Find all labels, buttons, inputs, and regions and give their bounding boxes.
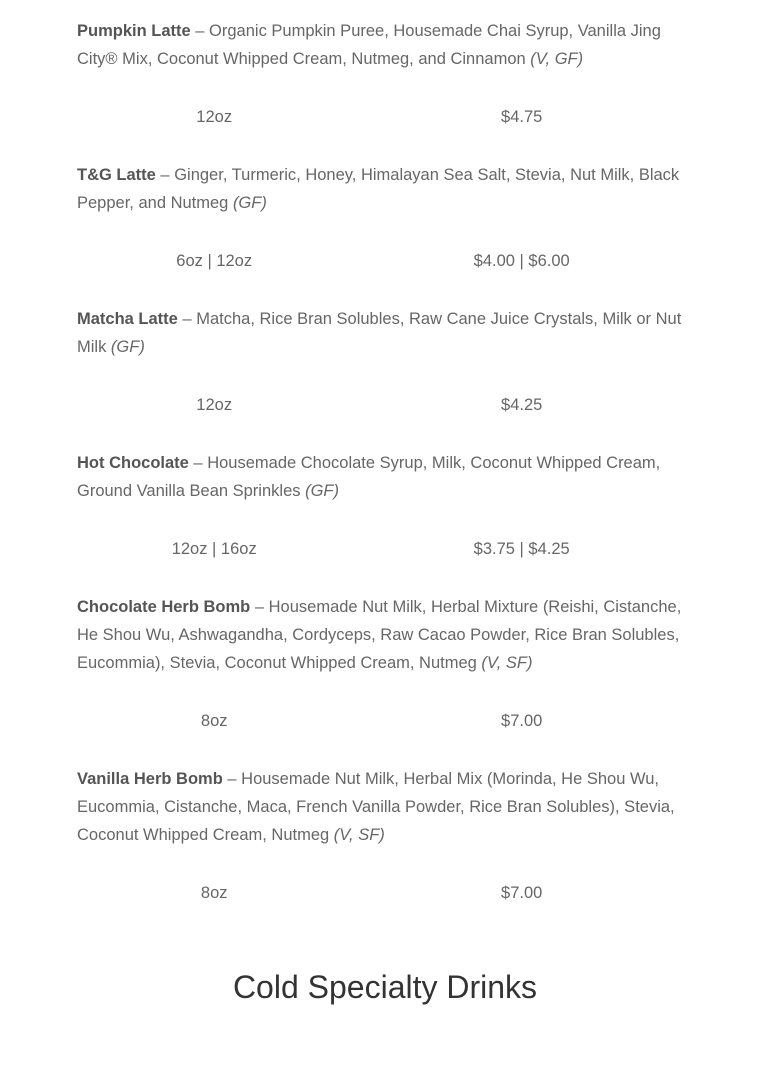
item-price: $4.75: [501, 108, 543, 126]
item-separator: –: [222, 770, 242, 788]
item-diet-tags: (V, SF): [333, 826, 385, 844]
item-diet-tags: (V, SF): [481, 654, 533, 672]
item-price: $7.00: [501, 884, 543, 902]
item-diet-tags: (GF): [232, 194, 267, 212]
item-ingredients: Housemade Nut Milk, Herbal Mix (Morinda, He Shou Wu, Eucommia, Cistanche, Maca, French Vanilla Powder, Rice Bran Solubles), Stevia, Coconut Whipped Cream, Nutmeg: [77, 770, 675, 844]
hot-drinks-menu: [77, 17, 692, 937]
item-ingredients: Housemade Nut Milk, Herbal Mixture (Reishi, Cistanche, He Shou Wu, Ashwagandha, Cordyceps, Raw Cacao Powder, Rice Bran Solubles, Eucommia), Stevia, Coconut Whipped Cream, Nutmeg: [77, 598, 682, 672]
item-ingredients: Ginger, Turmeric, Honey, Himalayan Sea Salt, Stevia, Nut Milk, Black Pepper, and Nutmeg: [77, 166, 680, 212]
item-separator: –: [177, 310, 197, 328]
menu-item-matcha-latte: [77, 305, 692, 419]
item-size-price-row: [77, 535, 692, 563]
menu-item-tg-latte: [77, 161, 692, 275]
item-size-price-row: [77, 247, 692, 275]
item-size: 12oz: [196, 108, 233, 126]
item-separator: –: [155, 166, 175, 184]
item-name: Pumpkin Latte: [77, 22, 191, 40]
menu-item-vanilla-herb-bomb: [77, 765, 692, 907]
item-price: $4.00 | $6.00: [473, 252, 570, 270]
item-size: 6oz | 12oz: [176, 252, 253, 270]
item-size: 12oz | 16oz: [171, 540, 257, 558]
item-name: Hot Chocolate: [77, 454, 189, 472]
item-size: 8oz: [200, 884, 228, 902]
item-description: [77, 449, 692, 505]
item-diet-tags: (GF): [110, 338, 145, 356]
item-separator: –: [188, 454, 208, 472]
item-ingredients: Organic Pumpkin Puree, Housemade Chai Syrup, Vanilla Jing City® Mix, Coconut Whipped Cream, Nutmeg, and Cinnamon: [77, 22, 661, 68]
item-diet-tags: (V, GF): [530, 50, 584, 68]
item-name: Vanilla Herb Bomb: [77, 770, 223, 788]
item-diet-tags: (GF): [305, 482, 339, 500]
item-description: [77, 305, 692, 361]
item-description: [77, 17, 692, 73]
item-price: $7.00: [501, 712, 543, 730]
item-description: [77, 161, 692, 217]
item-price: $4.25: [501, 396, 543, 414]
menu-item-hot-chocolate: [77, 449, 692, 563]
item-size-price-row: [77, 103, 692, 131]
item-name: Chocolate Herb Bomb: [77, 598, 251, 616]
item-description: [77, 593, 692, 677]
item-description: [77, 765, 692, 849]
menu-item-pumpkin-latte: [77, 17, 692, 131]
item-ingredients: Housemade Chocolate Syrup, Milk, Coconut Whipped Cream, Ground Vanilla Bean Sprinkles: [77, 454, 661, 500]
item-name: Matcha Latte: [77, 310, 178, 328]
item-size: 12oz: [196, 396, 233, 414]
item-size-price-row: [77, 391, 692, 419]
section-heading-cold-specialty-drinks: Cold Specialty Drinks: [232, 969, 538, 1005]
item-price: $3.75 | $4.25: [473, 540, 570, 558]
item-ingredients: Matcha, Rice Bran Solubles, Raw Cane Juice Crystals, Milk or Nut Milk: [77, 310, 682, 356]
menu-item-chocolate-herb-bomb: [77, 593, 692, 735]
item-separator: –: [190, 22, 210, 40]
item-size: 8oz: [200, 712, 228, 730]
item-size-price-row: [77, 879, 692, 907]
item-size-price-row: [77, 707, 692, 735]
item-name: T&G Latte: [77, 166, 156, 184]
item-separator: –: [250, 598, 269, 616]
